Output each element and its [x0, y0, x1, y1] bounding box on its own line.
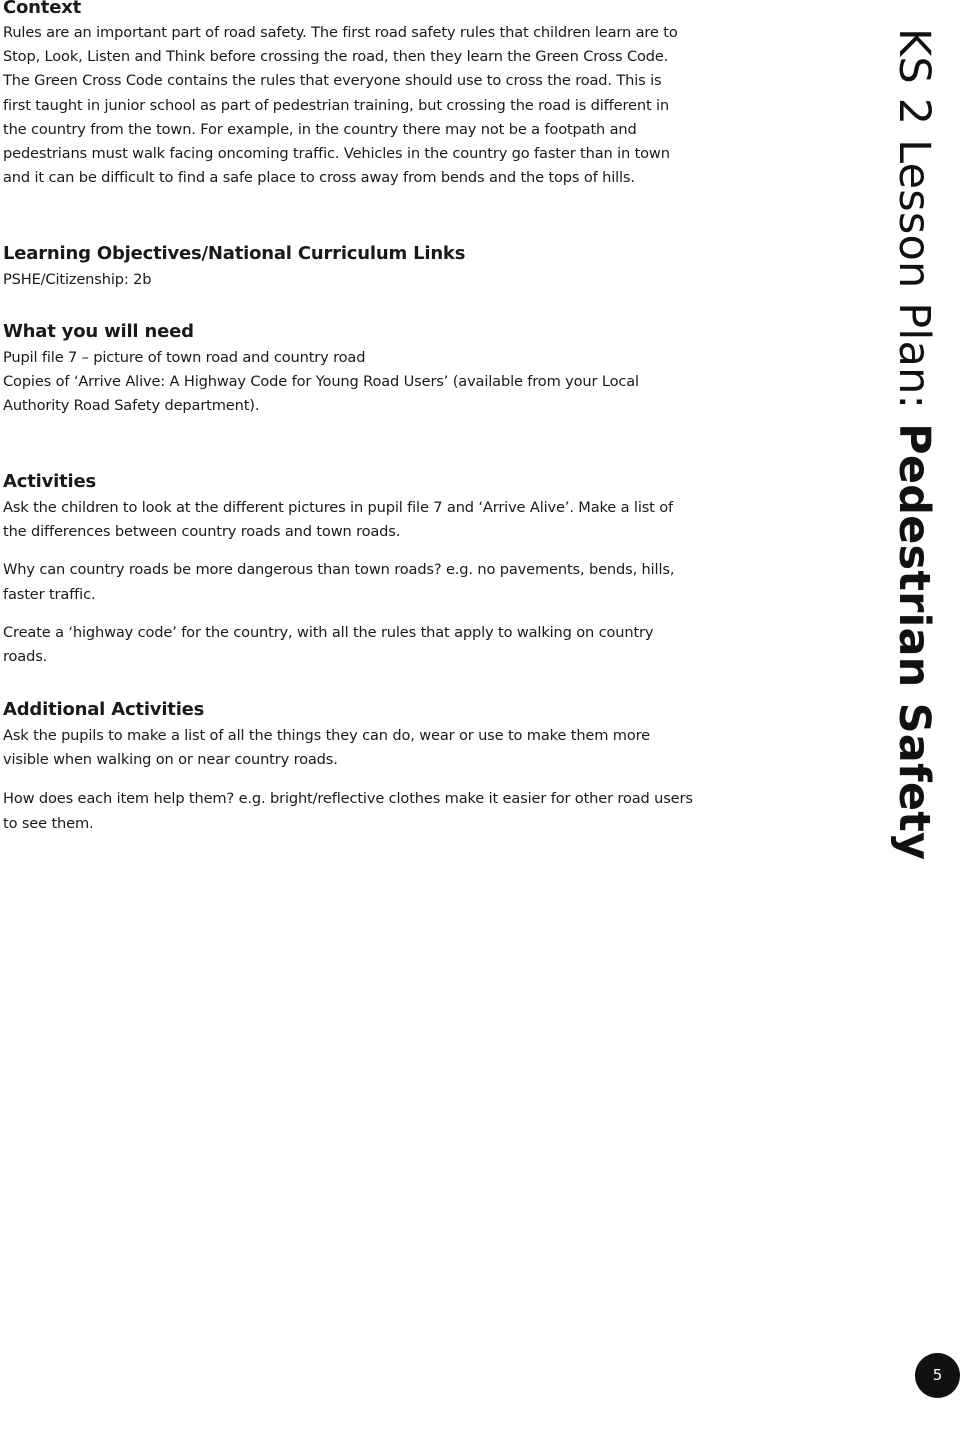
additional-activity-paragraph: How does each item help them? e.g. bright/reflective clothes make it easier for other road users to see them. — [3, 790, 693, 832]
need-item-arrive-alive: Copies of ‘Arrive Alive: A Highway Code for Young Road Users’ (available from your Local Authority Road Safety department). — [3, 373, 639, 415]
page-number-badge: 5 — [915, 1353, 960, 1398]
title-prefix: KS 2 Lesson Plan: — [889, 28, 939, 424]
activity-paragraph: Why can country roads be more dangerous than town roads? e.g. no pavements, bends, hills, faster traffic. — [3, 561, 675, 603]
objectives-heading: Learning Objectives/National Curriculum Links — [3, 243, 466, 264]
what-you-need-heading: What you will need — [3, 321, 194, 342]
activities-heading: Activities — [3, 471, 96, 492]
objectives-curriculum-link: PSHE/Citizenship: 2b — [3, 271, 152, 288]
vertical-page-title — [888, 28, 940, 860]
title-topic: Pedestrian Safety — [889, 423, 939, 861]
additional-activities-section — [3, 699, 693, 836]
context-paragraph: Rules are an important part of road safety. The first road safety rules that children learn are to Stop, Look, Listen and Think before crossing the road, then they learn the Green Cross Code. The Green Cross Code contains the rules that everyone should use to cross the road. This is first taught in junior school as part of pedestrian training, but crossing the road is different in the country from the town. For example, in the country there may not be a footpath and pedestrians must walk facing oncoming traffic. Vehicles in the country go faster than in town and it can be difficult to find a safe place to cross away from bends and the tops of hills. — [3, 24, 678, 187]
activity-paragraph: Ask the children to look at the different pictures in pupil file 7 and ‘Arrive Alive’. Make a list of the differences between country roads and town roads. — [3, 499, 674, 541]
what-you-need-section — [3, 321, 693, 419]
additional-activity-paragraph: Ask the pupils to make a list of all the things they can do, wear or use to make them more visible when walking on or near country roads. — [3, 727, 651, 769]
context-section — [3, 0, 693, 190]
objectives-section — [3, 243, 693, 292]
need-item-pupil-file: Pupil file 7 – picture of town road and country road — [3, 349, 366, 366]
activities-section — [3, 471, 693, 669]
additional-activities-heading: Additional Activities — [3, 699, 205, 720]
context-heading: Context — [3, 0, 82, 18]
activity-paragraph: Create a ‘highway code’ for the country, with all the rules that apply to walking on country roads. — [3, 623, 654, 666]
